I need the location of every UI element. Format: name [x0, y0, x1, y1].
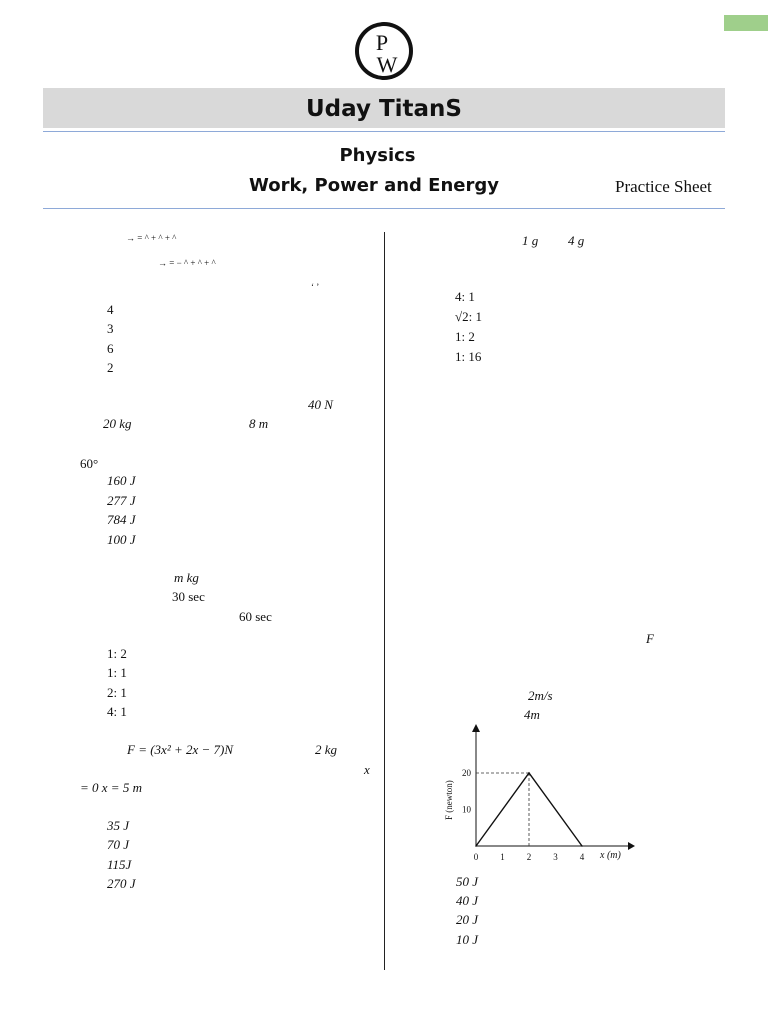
- q5-mass-2: 4 g: [568, 233, 585, 248]
- q3-time-2: 60 sec: [239, 609, 272, 624]
- q1-vector-a: → = ^ + ^ + ^: [126, 233, 177, 243]
- q4-option-3: 115J: [107, 857, 132, 872]
- q5-option-1: 4: 1: [455, 289, 475, 304]
- title-banner: [43, 88, 725, 128]
- header-rule-top: [43, 131, 725, 132]
- x-tick-label-4: 4: [579, 852, 585, 862]
- q3-mass: m kg: [174, 570, 199, 585]
- q1-option-4: 2: [107, 360, 114, 375]
- x-axis-arrow: [628, 842, 635, 850]
- q6-option-2: 40 J: [456, 893, 479, 908]
- q6-force-symbol: F: [646, 631, 654, 646]
- q1-option-1: 4: [107, 302, 114, 317]
- q5-option-3: 1: 2: [455, 329, 475, 344]
- q4-mass: 2 kg: [315, 742, 338, 757]
- q2-option-4: 100 J: [107, 532, 136, 547]
- q1-vector-b: → = − ^ + ^ + ^: [158, 258, 216, 268]
- q6-option-3: 20 J: [456, 912, 479, 927]
- y-tick-label-20: 20: [462, 768, 471, 778]
- subject-title: Physics: [339, 145, 416, 166]
- pw-logo: [354, 18, 414, 84]
- q4-option-4: 270 J: [107, 876, 136, 891]
- q2-mass: 20 kg: [103, 416, 132, 431]
- header-rule-bottom: [43, 208, 725, 209]
- x-tick-label-2: 2: [526, 852, 532, 862]
- column-divider: [384, 232, 385, 970]
- q2-angle: 60°: [80, 456, 99, 471]
- q1-option-2: 3: [107, 321, 114, 336]
- q2-option-2: 277 J: [107, 493, 136, 508]
- q2-distance: 8 m: [249, 416, 269, 431]
- q5-mass-1: 1 g: [522, 233, 539, 248]
- q4-range: = 0 x = 5 m: [80, 780, 142, 795]
- q2-option-1: 160 J: [107, 473, 136, 488]
- logo-letter-w: W: [376, 52, 398, 77]
- q3-time-1: 30 sec: [172, 589, 205, 604]
- force-displacement-graph: [436, 720, 636, 870]
- q4-option-1: 35 J: [107, 818, 130, 833]
- data-point-2: [581, 845, 583, 847]
- q3-option-2: 1: 1: [107, 665, 127, 680]
- q4-force-expression: F = (3x² + 2x − 7)N: [127, 742, 234, 757]
- sheet-type-label: Practice Sheet: [615, 177, 712, 196]
- q3-option-4: 4: 1: [107, 704, 127, 719]
- q6-option-4: 10 J: [456, 932, 479, 947]
- data-point-1: [528, 772, 530, 774]
- y-axis-label: F (newton): [444, 780, 454, 820]
- q4-option-2: 70 J: [107, 837, 130, 852]
- q6-distance: 4m: [524, 707, 540, 722]
- y-axis-arrow: [472, 724, 480, 732]
- x-tick-label-0: 0: [473, 852, 479, 862]
- x-tick-label-1: 1: [500, 852, 505, 862]
- chapter-title: Work, Power and Energy: [249, 175, 499, 196]
- brand-title: Uday TitanS: [306, 96, 462, 122]
- q5-option-4: 1: 16: [455, 349, 482, 364]
- y-tick-label-10: 10: [462, 804, 471, 815]
- q2-force: 40 N: [308, 397, 333, 412]
- q3-option-3: 2: 1: [107, 685, 127, 700]
- data-point-0: [475, 845, 477, 847]
- x-axis-label: x (m): [600, 850, 621, 861]
- x-tick-label-3: 3: [553, 852, 558, 862]
- q6-speed: 2m/s: [528, 688, 553, 703]
- q1-option-3: 6: [107, 341, 114, 356]
- q1-quote-mark: ‘ ’: [311, 282, 320, 292]
- q5-option-2: √2: 1: [455, 309, 482, 324]
- corner-accent-tab: [724, 15, 768, 31]
- logo-letter-p: P: [375, 30, 389, 55]
- q6-option-1: 50 J: [456, 874, 479, 889]
- q4-variable: x: [364, 762, 370, 777]
- q3-option-1: 1: 2: [107, 646, 127, 661]
- q2-option-3: 784 J: [107, 512, 136, 527]
